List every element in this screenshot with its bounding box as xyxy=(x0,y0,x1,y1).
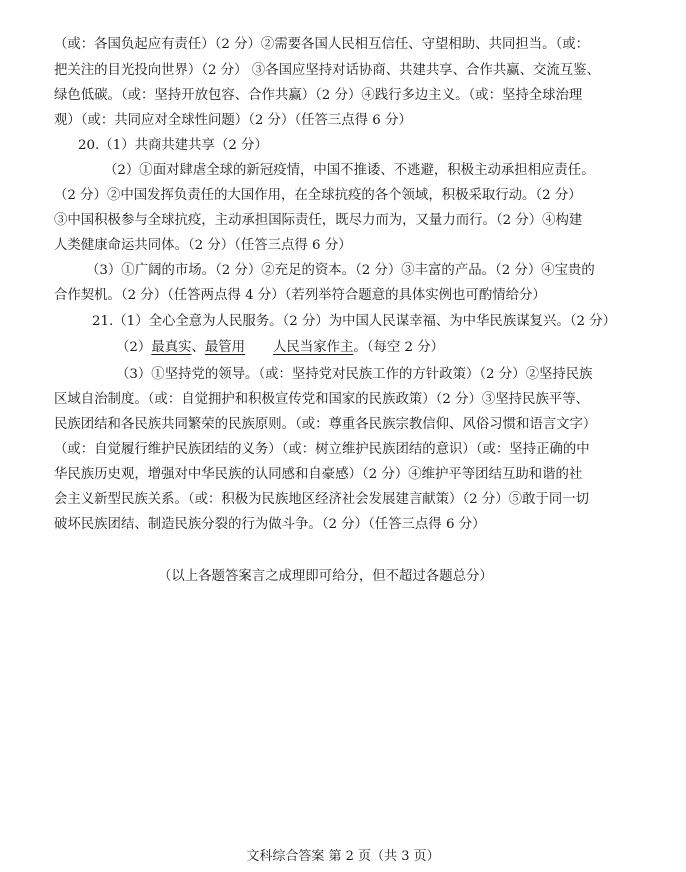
text-line: （3）①坚持党的领导。（或：坚持党对民族工作的方针政策）（2 分）②坚持民族 xyxy=(116,367,593,382)
text-line: （或：自觉履行维护民族团结的义务）（或：树立维护民族团结的意识）（或：坚持正确的中 xyxy=(54,442,590,457)
text-line: 华民族历史观，增强对中华民族的认同感和自豪感）（2 分）④维护平等团结互助和谐的社 xyxy=(54,467,583,482)
question-20-heading: 20.（1）共商共建共享（2 分） xyxy=(78,138,268,153)
text-line: （3）①广阔的市场。（2 分）②充足的资本。（2 分）③丰富的产品。（2 分）④宝贵的 xyxy=(86,263,595,278)
grading-note: （以上各题答案言之成理即可给分，但不超过各题总分） xyxy=(158,569,493,584)
text-line: 合作契机。（2 分）（任答两点得 4 分）（若列举符合题意的具体实例也可酌情给分） xyxy=(54,288,546,303)
question-21-heading: 21.（1）全心全意为人民服务。（2 分）为中国人民谋幸福、为中华民族谋复兴。（2 分） xyxy=(92,314,617,329)
text-fragment: 。（每空 2 分） xyxy=(353,340,445,355)
answer-blank-2: 最管用 xyxy=(204,340,246,355)
text-fragment: 、 xyxy=(191,340,205,355)
answer-blank-1: 最真实 xyxy=(151,340,192,355)
text-line: 区域自治制度。（或：自觉拥护和积极宣传党和国家的民族政策）（2 分）③坚持民族平等、 xyxy=(54,392,589,407)
text-line xyxy=(116,339,634,357)
text-line: （2 分）②中国发挥负责任的大国作用，在全球抗疫的各个领域，积极采取行动。（2 分） xyxy=(54,188,582,203)
page-footer: 文科综合答案 第 2 页（共 3 页） xyxy=(246,849,440,864)
text-line: 破坏民族团结、制造民族分裂的行为做斗争。（2 分）（任答三点得 6 分） xyxy=(54,517,486,532)
text-line: 观）（或：共同应对全球性问题）（2 分）（任答三点得 6 分） xyxy=(54,113,412,128)
answer-blank-3: 人民当家作主 xyxy=(273,340,354,355)
text-line: 民族团结和各民族共同繁荣的民族原则。（或：尊重各民族宗教信仰、风俗习惯和语言文字） xyxy=(54,417,597,432)
text-line: （或：各国负起应有责任）（2 分）②需要各国人民相互信任、守望相助、共同担当。（或： xyxy=(54,37,589,52)
text-line: 会主义新型民族关系。（或：积极为民族地区经济社会发展建言献策）（2 分）⑤敢于同一切 xyxy=(54,492,589,507)
text-line: ③中国积极参与全球抗疫，主动承担国际责任，既尽力而为，又量力而行。（2 分）④构建 xyxy=(54,213,583,228)
text-line: 人类健康命运共同体。（2 分）（任答三点得 6 分） xyxy=(54,238,352,253)
text-line: 把关注的目光投向世界）（2 分） ③各国应坚持对话协商、共建共享、合作共赢、交流互鉴、 xyxy=(54,63,600,78)
text-line: 绿色低碳。（或：坚持开放包容、合作共赢）（2 分）④践行多边主义。（或：坚持全球治理 xyxy=(54,88,583,103)
text-fragment: （2） xyxy=(116,340,152,355)
text-line: （2）①面对肆虐全球的新冠疫情，中国不推诿、不逃避，积极主动承担相应责任。 xyxy=(104,163,595,178)
